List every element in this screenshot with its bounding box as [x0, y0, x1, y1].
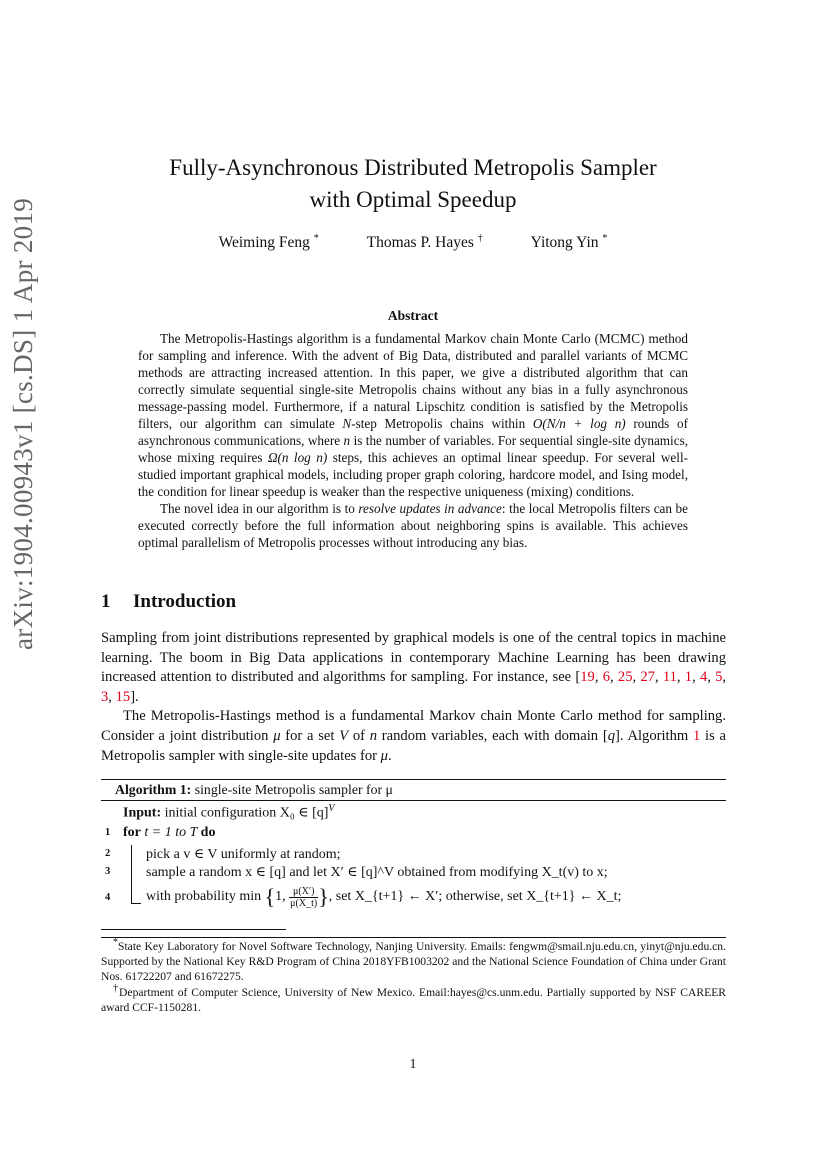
- citation-link[interactable]: 4: [699, 669, 708, 686]
- citation-link[interactable]: 1: [684, 669, 693, 686]
- algorithm-caption: Algorithm 1: single-site Metropolis sampler for μ: [115, 782, 393, 797]
- algorithm-lines: Input: initial configuration X₀ ∈ $[q]^V$ 1 for t = 1 to T do 2 pick a v ∈ V uniformly at random; 3 sample a random x ∈ [q] and let X′ ∈ [q]^V obtained from modifying X_t(v) to x; 4 with probability min {1, $\frac{\mu(X')}{\mu(X\_t)}$ }, set X_{t+1} ← X′; otherwise, set X_{t+1} ← X_t;: [101, 801, 726, 921]
- citation-link[interactable]: 3: [101, 688, 109, 705]
- arxiv-stamp: arXiv:1904.00943v1 [cs.DS] 1 Apr 2019: [8, 197, 38, 650]
- algorithm-loop-bar-foot: [131, 903, 141, 904]
- algorithm-input: Input: initial configuration X₀ ∈ $[q]^V$: [123, 803, 335, 821]
- section-number: 1: [101, 591, 111, 612]
- probability-fraction: $\frac{\mu(X')}{\mu(X\_t)}$: [290, 885, 318, 909]
- abstract-paragraph-1: The Metropolis-Hastings algorithm is a fundamental Markov chain Monte Carlo (MCMC) method for sampling and inference. With the advent of Big Data, distributed and parallel variants of MCMC methods are attracting increased attention. In this paper, we give a distributed algorithm that can correctly simulate sequential single-site Metropolis chains without any bias in a fully asynchronous message-passing model. Furthermore, if a natural Lipschitz condition is satisfied by the Metropolis filters, our algorithm can simulate N-step Metropolis chains within O(N/n + log n) rounds of asynchronous communications, where n is the number of variables. For sequential single-site dynamics, whose mixing requires Ω(n log n) steps, this achieves an optimal linear speedup. For several well-studied important graphical models, including proper graph coloring, hardcore model, and Ising model, the condition for linear speedup is weaker than the respective uniqueness (mixing) conditions.: [138, 331, 689, 499]
- citation-link[interactable]: 15: [115, 688, 131, 705]
- author-1: Weiming Feng *: [218, 233, 319, 252]
- page-number: 1: [409, 1057, 417, 1072]
- intro-paragraph-2: The Metropolis-Hastings method is a fundamental Markov chain Monte Carlo method for sampling. Consider a joint distribution μ for a set V of n random variables, each with domain [q]. Algorithm 1 is a Metropolis sampler with single-site updates for μ.: [101, 708, 726, 764]
- footnote-1: *State Key Laboratory for Novel Software Technology, Nanjing University. Emails: fengwm@smail.nju.edu.cn, yinyt@nju.edu.cn. Supported by the National Key R&D Program of China 2018YFB1003202 and the National Science Foundation of China under Grant Nos. 61722207 and 61672275.: [101, 937, 726, 984]
- citation-link[interactable]: 19: [580, 669, 595, 686]
- algorithm-box: [101, 779, 726, 938]
- author-list: [0, 233, 826, 252]
- abstract-paragraph-2: The novel idea in our algorithm is to resolve updates in advance: the local Metropolis filters can be executed correctly before the full information about neighboring spins is available. This achieves optimal parallelism of Metropolis processes without introducing any bias.: [138, 501, 688, 550]
- intro-paragraph-1: Sampling from joint distributions represented by graphical models is one of the central topics in machine learning. The boom in Big Data applications in contemporary Machine Learning has been drawing increased attention to distributed and algorithms for sampling. For instance, see [19, 6, 25, 27, 11, 1, 4, 5, 3, 15].: [101, 630, 727, 705]
- title-line-2: with Optimal Speedup: [309, 187, 517, 212]
- title-line-1: Fully-Asynchronous Distributed Metropolis Sampler: [169, 155, 657, 180]
- intro-body: [101, 629, 726, 766]
- citation-link[interactable]: 5: [715, 669, 723, 686]
- citation-link[interactable]: 27: [640, 669, 655, 686]
- section-title: Introduction: [133, 591, 237, 612]
- citation-link[interactable]: 11: [662, 669, 677, 686]
- algorithm-loop-bar: [131, 845, 132, 903]
- citation-link[interactable]: 25: [617, 669, 633, 686]
- section-heading: [101, 591, 236, 613]
- author-2: Thomas P. Hayes †: [366, 233, 483, 252]
- abstract-body: [138, 330, 688, 551]
- author-3: Yitong Yin *: [530, 233, 608, 252]
- footnote-rule: [101, 929, 286, 930]
- algorithm-ref-link[interactable]: 1: [693, 727, 701, 744]
- footnote-2: †Department of Computer Science, University of New Mexico. Email:hayes@cs.unm.edu. Partially supported by NSF CAREER award CCF-1150281.: [101, 983, 727, 1015]
- citation-link[interactable]: 6: [602, 669, 611, 686]
- abstract-heading: Abstract: [387, 308, 439, 323]
- paper-title: [0, 152, 826, 216]
